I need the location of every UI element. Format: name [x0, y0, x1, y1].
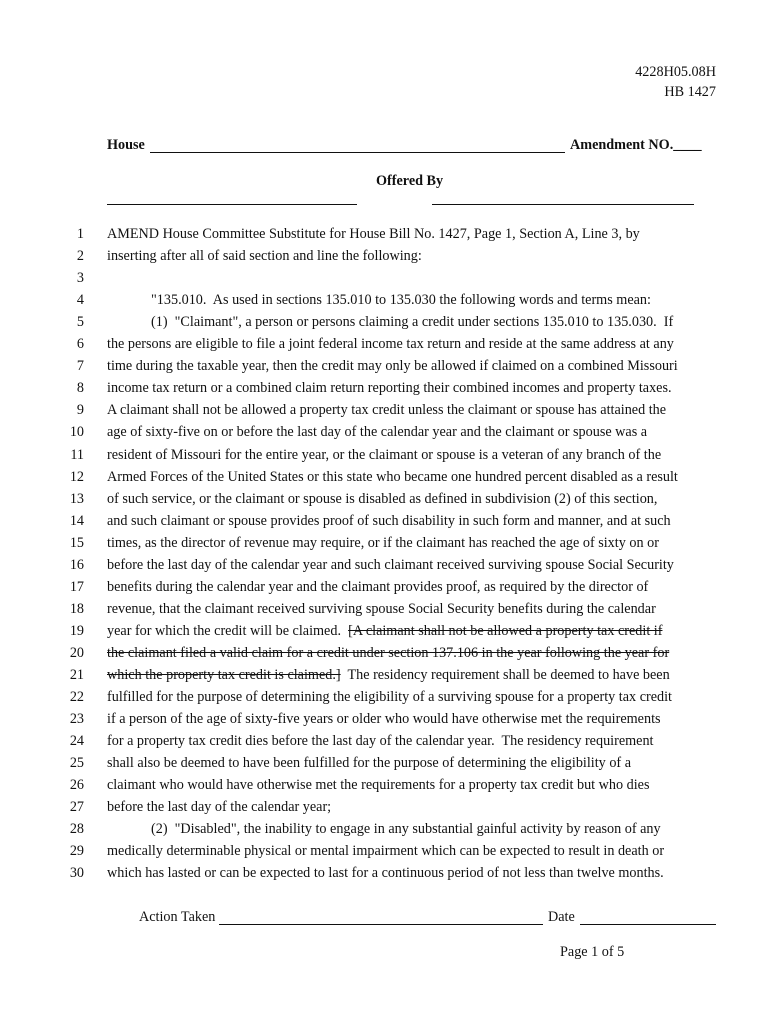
- line-number: 7: [76, 358, 84, 375]
- body-line: [107, 777, 650, 794]
- body-line: [107, 447, 661, 464]
- body-line: [107, 645, 669, 662]
- offered-by-blank-right: [432, 204, 694, 205]
- body-line: [107, 226, 640, 243]
- line-text: AMEND House Committee Substitute for House Bill No. 1427, Page 1, Section A, Line 3, by: [107, 226, 640, 242]
- line-number: 13: [69, 490, 84, 507]
- struck-text: [A claimant shall not be allowed a property tax credit if: [348, 622, 663, 639]
- line-text: Armed Forces of the United States or this state who became one hundred percent disabled as a result: [107, 468, 678, 485]
- struck-text: which the property tax credit is claimed.]: [107, 667, 341, 683]
- line-text: year for which the credit will be claimed.: [107, 622, 349, 639]
- line-number: 24: [69, 733, 84, 750]
- struck-text: the claimant filed a valid claim for a credit under section 137.106 in the year following the year for: [107, 644, 670, 661]
- line-text: income tax return or a combined claim return reporting their combined incomes and property taxes.: [107, 380, 672, 397]
- line-text: the persons are eligible to file a joint federal income tax return and reside at the same address at any: [107, 336, 674, 353]
- line-text: of such service, or the claimant or spouse is disabled as defined in subdivision (2) of this section,: [107, 490, 658, 507]
- line-number: 4: [76, 292, 84, 309]
- body-line: [107, 711, 661, 728]
- line-number: 26: [69, 777, 84, 794]
- line-text: before the last day of the calendar year and such claimant received surviving spouse Social Security: [107, 556, 674, 573]
- line-text: revenue, that the claimant received surviving spouse Social Security benefits during the calendar: [107, 600, 656, 617]
- line-number: 11: [70, 446, 84, 463]
- line-number: 1: [76, 226, 84, 242]
- line-text: (1) "Claimant", a person or persons claiming a credit under sections 135.010 to 135.030. If: [151, 314, 674, 331]
- line-text: benefits during the calendar year and the claimant provides proof, as required by the director of: [107, 578, 649, 595]
- body-line: [151, 821, 661, 838]
- house-label: House: [107, 137, 145, 153]
- line-text: fulfilled for the purpose of determining the eligibility of a surviving spouse for a property tax credit: [107, 689, 672, 706]
- body-line: [107, 535, 659, 552]
- line-number: 10: [69, 424, 84, 441]
- line-number: 9: [76, 402, 84, 419]
- line-number: 5: [76, 314, 84, 331]
- body-line: [107, 755, 631, 772]
- action-taken-blank: [219, 924, 543, 925]
- body-line: [107, 491, 657, 508]
- amendment-number-label: [570, 137, 702, 154]
- line-number: 15: [69, 534, 84, 551]
- amendment-label-text: Amendment NO.: [570, 137, 674, 153]
- body-line: [107, 424, 647, 441]
- date-blank: [580, 924, 716, 925]
- line-number: 23: [69, 711, 84, 728]
- body-line: [107, 843, 664, 860]
- line-number: 3: [76, 270, 84, 287]
- house-blank-line: [150, 152, 565, 153]
- line-number: 8: [76, 380, 84, 397]
- line-text: shall also be deemed to have been fulfilled for the purpose of determining the eligibility of a: [107, 755, 631, 772]
- line-number: 14: [69, 512, 84, 529]
- line-number: 12: [69, 468, 84, 485]
- offered-by-label: Offered By: [376, 173, 444, 189]
- amendment-number-blank: ____: [673, 137, 702, 153]
- body-line: [107, 402, 666, 419]
- line-number: 18: [69, 600, 84, 617]
- body-line: [107, 358, 678, 375]
- line-text: The residency requirement shall be deemed to have been: [340, 667, 670, 683]
- line-number: 27: [69, 799, 84, 816]
- line-text: and such claimant or spouse provides proof of such disability in such form and manner, and at such: [107, 512, 671, 529]
- line-text: A claimant shall not be allowed a property tax credit unless the claimant or spouse has attained the: [107, 402, 667, 419]
- body-line: [151, 292, 651, 309]
- document-code: 4228H05.08H: [635, 64, 716, 80]
- line-number: 6: [76, 336, 84, 353]
- offered-by-blank-left: [107, 204, 357, 205]
- body-line: [151, 314, 673, 331]
- line-number: 30: [69, 865, 84, 882]
- body-line: [107, 513, 671, 530]
- body-line: [107, 579, 648, 596]
- body-line: [107, 601, 656, 618]
- line-text: "135.010. As used in sections 135.010 to 135.030 the following words and terms mean:: [151, 292, 651, 309]
- line-text: times, as the director of revenue may require, or if the claimant has reached the age of sixty on or: [107, 534, 659, 551]
- line-text: claimant who would have otherwise met the requirements for a property tax credit but who dies: [107, 777, 650, 794]
- line-number: 16: [69, 556, 84, 573]
- line-text: (2) "Disabled", the inability to engage in any substantial gainful activity by reason of any: [151, 821, 661, 838]
- line-number: 22: [69, 689, 84, 706]
- body-line: [107, 557, 674, 574]
- line-text: for a property tax credit dies before the last day of the calendar year. The residency requirement: [107, 733, 654, 750]
- body-line: [107, 469, 678, 486]
- body-line: [107, 689, 672, 706]
- line-number: 17: [69, 578, 84, 595]
- body-line: [107, 336, 674, 353]
- date-label: Date: [548, 909, 575, 925]
- body-line: [107, 248, 422, 265]
- line-number: 20: [69, 644, 84, 661]
- line-text: resident of Missouri for the entire year, or the claimant or spouse is a veteran of any branch of the: [107, 446, 662, 463]
- body-line: [107, 865, 664, 882]
- body-line: [107, 733, 654, 750]
- line-text: age of sixty-five on or before the last day of the calendar year and the claimant or spouse was a: [107, 424, 648, 441]
- action-taken-label: Action Taken: [139, 909, 216, 925]
- line-text: medically determinable physical or mental impairment which can be expected to result in death or: [107, 843, 665, 860]
- line-number: 19: [69, 622, 84, 639]
- bill-number: HB 1427: [664, 84, 716, 100]
- page-number: Page 1 of 5: [560, 944, 625, 960]
- body-line: [107, 667, 670, 684]
- line-number: 21: [69, 667, 84, 683]
- body-line: [107, 799, 331, 816]
- line-text: inserting after all of said section and line the following:: [107, 248, 422, 265]
- body-line: [107, 380, 672, 397]
- line-number: 25: [69, 755, 84, 772]
- line-text: which has lasted or can be expected to last for a continuous period of not less than twelve months.: [107, 865, 664, 882]
- body-line: [107, 623, 662, 640]
- line-text: time during the taxable year, then the credit may only be allowed if claimed on a combined Missouri: [107, 358, 678, 375]
- line-number: 28: [69, 821, 84, 838]
- line-text: if a person of the age of sixty-five years or older who would have otherwise met the requirements: [107, 711, 661, 728]
- line-number: 2: [76, 248, 84, 265]
- line-text: before the last day of the calendar year;: [107, 799, 332, 816]
- line-number: 29: [69, 843, 84, 860]
